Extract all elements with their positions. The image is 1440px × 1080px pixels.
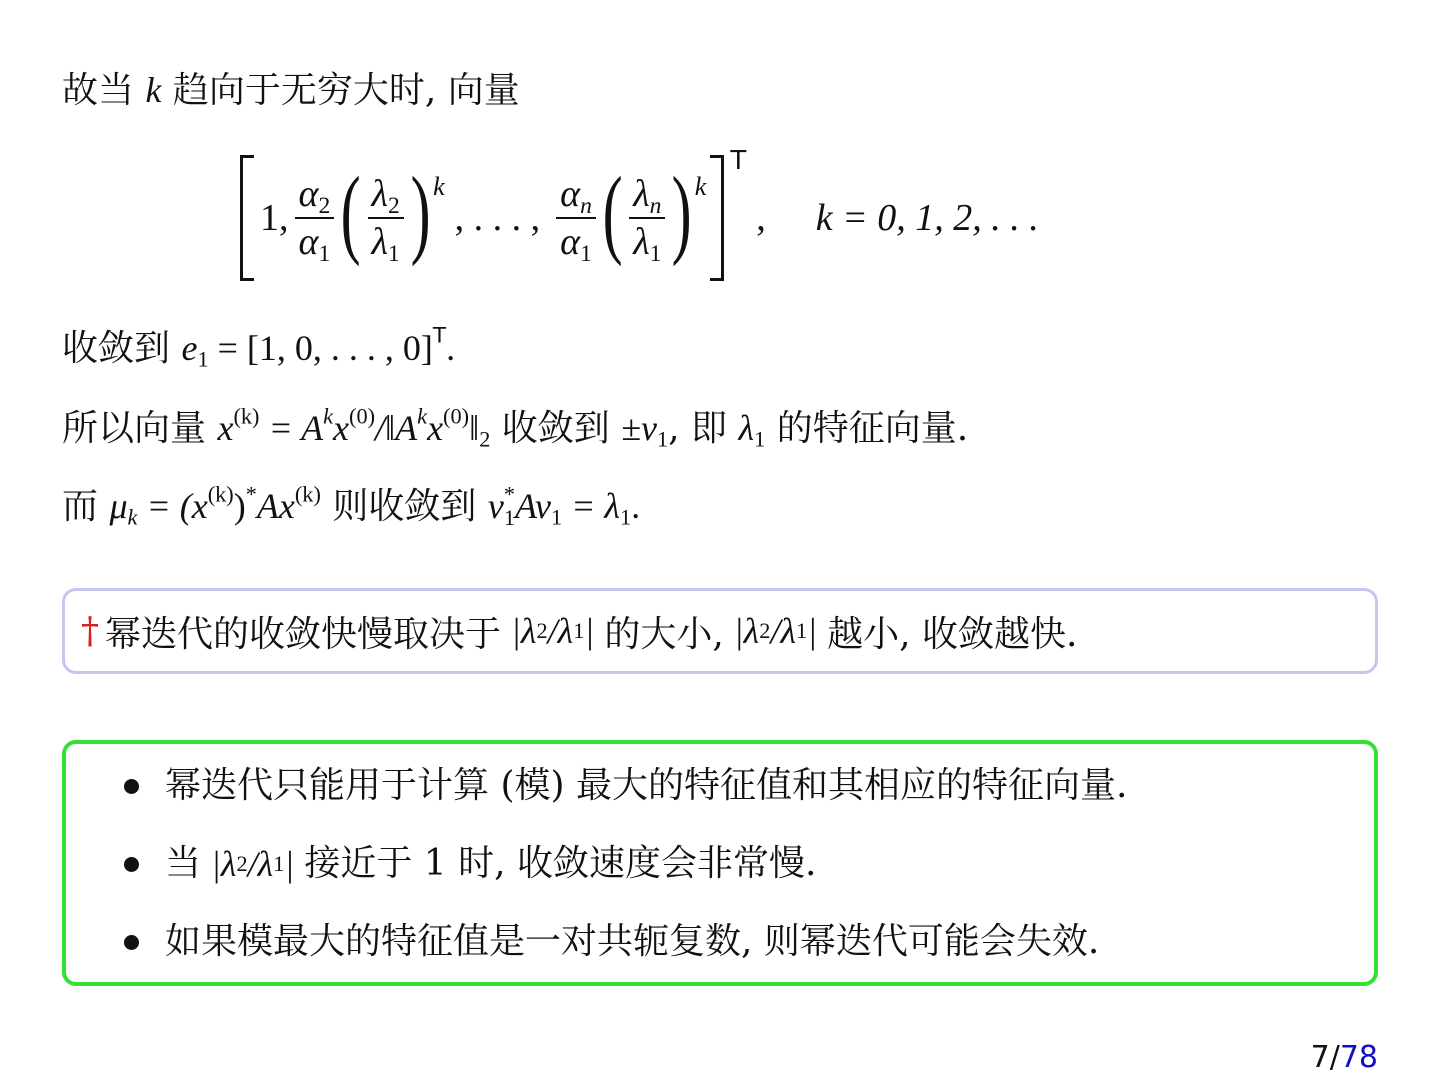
power-group-1	[340, 156, 445, 268]
text: 幂迭代的收敛快慢取决于	[105, 613, 502, 655]
text: 收敛到	[62, 328, 171, 369]
transpose-mark: T	[730, 146, 747, 176]
alpha: α	[560, 221, 581, 263]
exponent-k: k	[433, 172, 445, 201]
subscript: 2	[318, 193, 331, 220]
math: ±v	[621, 408, 658, 448]
text: 所以向量	[62, 408, 207, 449]
math: |	[284, 844, 295, 884]
math: x	[427, 408, 444, 448]
right-paren: )	[410, 156, 431, 267]
math: /λ	[247, 844, 274, 884]
text: 当	[165, 843, 202, 884]
index-range: k = 0, 1, 2, . . .	[815, 197, 1039, 239]
subscript: 1	[657, 426, 669, 452]
superscript: *	[245, 481, 257, 507]
math: x	[333, 408, 350, 448]
math: /λ	[547, 611, 574, 651]
subscript: 1	[503, 504, 515, 530]
left-paren: (	[602, 156, 623, 267]
subscript: 2	[388, 193, 400, 220]
math: Av	[514, 486, 551, 526]
math: μ	[109, 486, 128, 526]
dagger-mark: †	[81, 610, 99, 652]
ellipsis: , . . . ,	[454, 197, 541, 239]
period: .	[631, 486, 641, 526]
bullet-icon	[124, 779, 139, 794]
text: 则收敛到	[332, 486, 477, 527]
right-paren: )	[672, 156, 693, 267]
page-current: 7/	[1310, 1040, 1340, 1075]
power-group-n	[602, 156, 707, 268]
subscript: k	[127, 504, 138, 530]
math-e: e	[181, 328, 198, 368]
text: 的大小,	[604, 613, 724, 655]
text-line-4	[62, 481, 641, 530]
superscript: (k)	[294, 481, 321, 507]
list-item	[124, 764, 1127, 808]
math: λ	[738, 408, 755, 448]
subscript: 1	[550, 504, 563, 530]
text: 如果模最大的特征值是一对共轭复数, 则幂迭代可能会失效.	[165, 921, 1100, 962]
subscript: n	[580, 193, 592, 220]
lambda: λ	[633, 221, 650, 263]
lambda: λ	[371, 173, 389, 215]
math-one: 1,	[260, 197, 289, 239]
text: 故当	[62, 70, 135, 111]
math: |	[584, 611, 595, 651]
text: 幂迭代只能用于计算 (模) 最大的特征值和其相应的特征向量.	[165, 765, 1128, 806]
text-line-3	[62, 403, 969, 452]
text: 接近于 1 时, 收敛速度会非常慢.	[304, 843, 817, 884]
text: 收敛到	[501, 408, 610, 449]
fraction-alpha2-alpha1	[295, 173, 335, 268]
subscript: 1	[620, 504, 632, 530]
left-paren: (	[340, 156, 361, 267]
superscript: *	[503, 481, 515, 507]
comma: ,	[756, 197, 766, 239]
superscript: (k)	[207, 481, 234, 507]
text: , 即	[668, 408, 728, 449]
text: 的特征向量.	[776, 408, 969, 449]
subscript: 2	[479, 426, 491, 452]
alpha: α	[560, 173, 581, 215]
superscript: (0)	[349, 403, 376, 429]
text: 趋向于无穷大时, 向量	[172, 70, 520, 111]
lambda: λ	[633, 173, 650, 215]
fraction-alphan-alpha1	[556, 173, 596, 268]
subscript: 1	[318, 241, 331, 268]
subscript: 1	[580, 241, 592, 268]
math: = A	[259, 408, 324, 448]
bullet-icon	[124, 935, 139, 950]
text-line-1	[62, 68, 520, 113]
lambda: λ	[371, 221, 389, 263]
display-equation	[240, 148, 1039, 288]
subscript: 1	[197, 346, 209, 372]
superscript: k	[323, 403, 334, 429]
left-bracket	[240, 155, 254, 281]
math: v	[487, 486, 504, 526]
transpose-mark: T	[432, 323, 447, 349]
right-bracket	[710, 155, 724, 281]
math-k: k	[145, 70, 162, 110]
superscript: (k)	[233, 403, 260, 429]
list-item	[124, 920, 1099, 964]
math: |λ	[511, 611, 537, 651]
subscript: 1	[754, 426, 766, 452]
text-line-2	[62, 323, 456, 372]
math: ‖	[469, 408, 480, 448]
math: |λ	[733, 611, 760, 651]
alpha: α	[298, 173, 319, 215]
remark-box: † 幂迭代的收敛快慢取决于 |λ 2 /λ 1 | 的大小, |λ 2 /λ 1 | 越小, 收敛越快.	[62, 588, 1378, 674]
page-total: 78	[1339, 1040, 1378, 1075]
alpha: α	[298, 221, 319, 263]
math: |	[807, 611, 818, 651]
bullet-icon	[124, 857, 139, 872]
summary-box	[62, 740, 1378, 986]
subscript: 1	[649, 241, 662, 268]
math: Ax	[256, 486, 295, 526]
subscript: n	[649, 193, 662, 220]
math: = λ	[562, 486, 620, 526]
period: .	[446, 328, 456, 368]
fraction-lambdan-lambda1	[629, 173, 665, 268]
fraction-lambda2-lambda1	[368, 173, 404, 268]
subscript: 1	[388, 241, 400, 268]
page-number	[1311, 1040, 1378, 1075]
math: /‖A	[375, 408, 418, 448]
superscript: k	[417, 403, 428, 429]
math: /λ	[770, 611, 797, 651]
math-vector: = [1, 0, . . . , 0]	[208, 328, 433, 368]
math: = (x	[137, 486, 208, 526]
text: 越小, 收敛越快.	[827, 613, 1078, 655]
exponent-k: k	[694, 172, 707, 201]
math: x	[217, 408, 234, 448]
list-item: 当 |λ 2 /λ 1 | 接近于 1 时, 收敛速度会非常慢.	[124, 842, 816, 886]
text: 而	[62, 486, 99, 527]
math: )	[233, 486, 246, 526]
math: |λ	[211, 844, 237, 884]
superscript: (0)	[443, 403, 470, 429]
